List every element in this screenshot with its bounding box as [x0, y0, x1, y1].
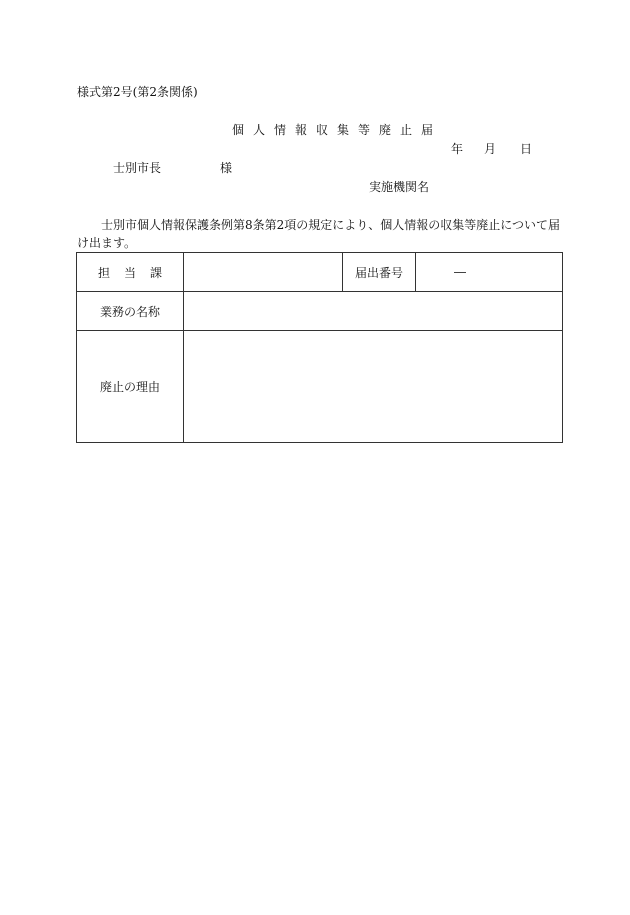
filing-number-field[interactable] — [416, 253, 563, 292]
body-text-line-1: 士別市個人情報保護条例第8条第2項の規定により、個人情報の収集等廃止について届 — [101, 218, 561, 232]
reason-label: 廃止の理由 — [77, 331, 184, 443]
filing-number-value: ― — [454, 265, 466, 279]
body-text-line-2: け出ます。 — [77, 236, 137, 250]
dept-label-cell — [77, 253, 184, 292]
addressee: 士別市長 — [113, 161, 162, 175]
dept-label: 担当課 — [97, 265, 176, 280]
reason-field[interactable] — [184, 331, 563, 443]
date-day-label: 日 — [520, 142, 533, 156]
date-year-label: 年 — [451, 142, 464, 156]
business-name-field[interactable] — [184, 292, 563, 331]
date-month-label: 月 — [484, 142, 497, 156]
agency-name-label: 実施機関名 — [369, 180, 430, 194]
business-name-label: 業務の名称 — [77, 292, 184, 331]
honorific: 様 — [220, 161, 233, 175]
notification-form-table — [76, 252, 563, 443]
form-number: 様式第2号(第2条関係) — [77, 85, 198, 99]
document-title: 個人情報収集等廃止届 — [232, 123, 443, 137]
filing-number-label: 届出番号 — [343, 253, 416, 292]
dept-value-field[interactable] — [184, 253, 343, 292]
